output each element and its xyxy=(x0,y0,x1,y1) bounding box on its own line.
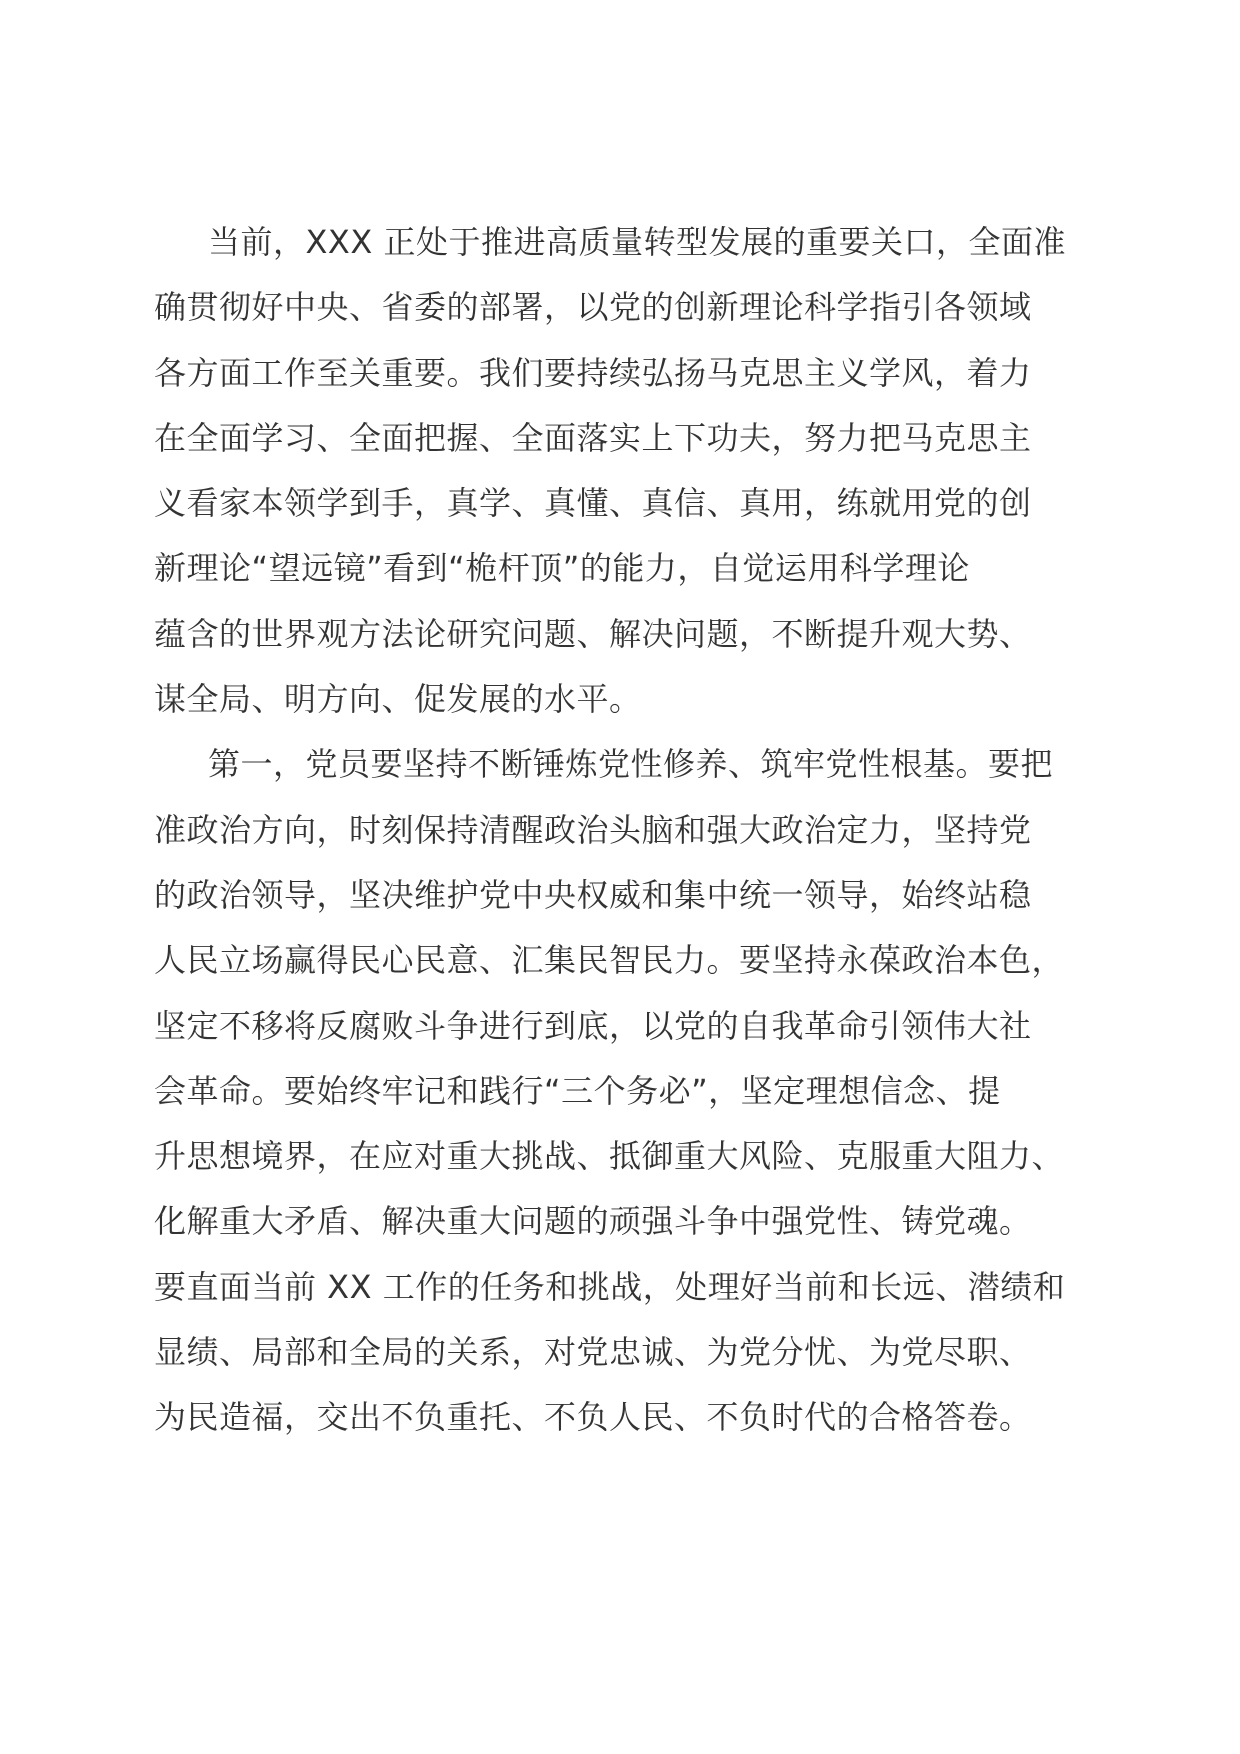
paragraph-line: 会革命。要始终牢记和践行“三个务必”，坚定理想信念、提 xyxy=(154,1071,1001,1110)
paragraph-intro xyxy=(154,210,1094,732)
paragraph-line: 确贯彻好中央、省委的部署，以党的创新理论科学指引各领域 xyxy=(154,288,1032,327)
paragraph-line: 义看家本领学到手，真学、真懂、真信、真用，练就用党的创 xyxy=(154,484,1032,523)
paragraph-line: 在全面学习、全面把握、全面落实上下功夫，努力把马克思主 xyxy=(154,418,1032,457)
paragraph-line: 坚定不移将反腐败斗争进行到底，以党的自我革命引领伟大社 xyxy=(154,1006,1032,1045)
paragraph-line: 化解重大矛盾、解决重大问题的顽强斗争中强党性、铸党魂。 xyxy=(154,1202,1032,1241)
paragraph-line: 蕴含的世界观方法论研究问题、解决问题，不断提升观大势、 xyxy=(154,614,1032,653)
paragraph-line: 升思想境界，在应对重大挑战、抵御重大风险、克服重大阻力、 xyxy=(154,1137,1065,1176)
paragraph-line: 当前，XXX 正处于推进高质量转型发展的重要关口，全面准 xyxy=(208,223,1066,261)
paragraph-line: 各方面工作至关重要。我们要持续弘扬马克思主义学风，着力 xyxy=(154,353,1032,392)
paragraph-line: 人民立场赢得民心民意、汇集民智民力。要坚持永葆政治本色， xyxy=(154,941,1065,980)
paragraph-line: 显绩、局部和全局的关系，对党忠诚、为党分忧、为党尽职、 xyxy=(154,1333,1032,1372)
paragraph-line: 准政治方向，时刻保持清醒政治头脑和强大政治定力，坚持党 xyxy=(154,810,1032,849)
paragraph-line: 的政治领导，坚决维护党中央权威和集中统一领导，始终站稳 xyxy=(154,875,1032,914)
paragraph-line: 要直面当前 XX 工作的任务和挑战，处理好当前和长远、潜绩和 xyxy=(154,1267,1066,1306)
paragraph-line: 为民造福，交出不负重托、不负人民、不负时代的合格答卷。 xyxy=(154,1398,1032,1437)
paragraph-line: 第一，党员要坚持不断锤炼党性修养、筑牢党性根基。要把 xyxy=(208,745,1054,784)
paragraph-line: 谋全局、明方向、促发展的水平。 xyxy=(154,680,642,719)
paragraph-line: 新理论“望远镜”看到“桅杆顶”的能力，自觉运用科学理论 xyxy=(154,549,970,588)
paragraph-first-point xyxy=(154,732,1094,1450)
document-body xyxy=(154,210,1094,1451)
